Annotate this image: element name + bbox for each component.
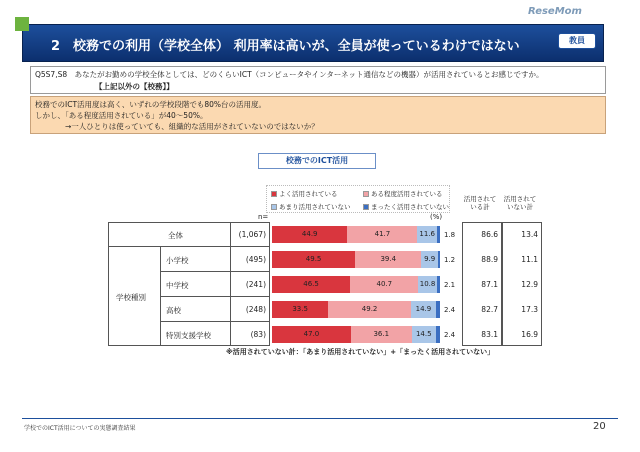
footnote: ※活用されていない計：「あまり活用されていない」+「まったく活用されていない」 bbox=[226, 348, 495, 356]
question-text: Q5S7,S8 あなたがお勤めの学校全体としては、どのくらいICT（コンピュータやインターネット通信などの機器）が活用されているとお感じですか。 bbox=[35, 70, 544, 79]
row-n-2: (241) bbox=[245, 280, 266, 289]
row-label-2: 中学校 bbox=[166, 281, 189, 290]
bar-2-series-0: 46.5 bbox=[272, 276, 350, 293]
col-head-unused: 活用されていない計 bbox=[503, 195, 537, 211]
legend-label-0: よく活用されている bbox=[279, 190, 338, 198]
bar-4-series-2: 14.5 bbox=[412, 326, 436, 343]
footer-text: 学校でのICT活用についての実態調査結果 bbox=[24, 425, 136, 432]
bar-4-series-1: 36.1 bbox=[351, 326, 412, 343]
audience-tag: 教員 bbox=[558, 33, 596, 49]
row-label-4: 特別支援学校 bbox=[166, 331, 211, 340]
n-divider bbox=[230, 222, 231, 346]
page-number: 20 bbox=[593, 421, 606, 432]
bar-1-series-2: 9.9 bbox=[421, 251, 438, 268]
bar-3-series-3 bbox=[436, 301, 440, 318]
bar-3-series-0: 33.5 bbox=[272, 301, 328, 318]
slide-title: 2 校務での利用（学校全体） 利用率は高いが、全員が使っているわけではない bbox=[51, 39, 520, 54]
chart-legend bbox=[266, 185, 450, 213]
chart-title: 校務でのICT活用 bbox=[258, 153, 376, 169]
title-accent-square bbox=[15, 17, 29, 31]
legend-swatch-2 bbox=[271, 204, 277, 210]
used-total-0: 86.6 bbox=[481, 230, 498, 239]
bar-2-series-1: 40.7 bbox=[350, 276, 418, 293]
legend-swatch-1 bbox=[363, 191, 369, 197]
bar-0-series-3 bbox=[437, 226, 440, 243]
row-label-3: 高校 bbox=[166, 306, 181, 315]
bar-1-series-3 bbox=[438, 251, 440, 268]
row-n-1: (495) bbox=[245, 255, 266, 264]
bar-2-series-3 bbox=[437, 276, 441, 293]
summary-box bbox=[30, 96, 606, 134]
bar-4-series-0: 47.0 bbox=[272, 326, 351, 343]
footer-divider bbox=[22, 418, 618, 419]
col-head-used: 活用されている計 bbox=[463, 195, 497, 211]
bar-3-series-2: 14.9 bbox=[411, 301, 436, 318]
bar-2-series-2: 10.8 bbox=[418, 276, 436, 293]
bar-0-series-1: 41.7 bbox=[347, 226, 417, 243]
row-n-4: (83) bbox=[250, 330, 266, 339]
unused-total-4: 16.9 bbox=[521, 330, 538, 339]
used-total-2: 87.1 bbox=[481, 280, 498, 289]
group-label: 学校種別 bbox=[116, 293, 146, 302]
summary-line-2: しかし、「ある程度活用されている」が40～50%。 bbox=[35, 111, 208, 120]
question-box bbox=[30, 66, 606, 94]
bar-1-outside-label: 1.2 bbox=[444, 256, 456, 264]
summary-line-1: 校務でのICT活用度は高く、いずれの学校段階でも80%台の活用度。 bbox=[35, 100, 267, 109]
legend-item-3 bbox=[363, 202, 449, 211]
legend-swatch-0 bbox=[271, 191, 277, 197]
bar-3-outside-label: 2.4 bbox=[444, 306, 456, 314]
legend-item-2 bbox=[271, 202, 351, 211]
logo: ReseMom bbox=[528, 6, 582, 17]
row-divider-0 bbox=[108, 246, 270, 247]
percent-unit-label: (%) bbox=[430, 213, 443, 221]
summary-line-3: →一人ひとりは使っていても、組織的な活用がされていないのではないか？ bbox=[65, 122, 319, 131]
bar-3-series-1: 49.2 bbox=[328, 301, 411, 318]
legend-item-0 bbox=[271, 189, 338, 198]
unused-total-column bbox=[502, 222, 542, 346]
slide-title-bar bbox=[22, 24, 604, 62]
used-total-4: 83.1 bbox=[481, 330, 498, 339]
bar-0-series-2: 11.6 bbox=[417, 226, 436, 243]
unused-total-1: 11.1 bbox=[521, 255, 538, 264]
legend-label-3: まったく活用されていない bbox=[371, 203, 449, 211]
used-total-column bbox=[462, 222, 502, 346]
unused-total-0: 13.4 bbox=[521, 230, 538, 239]
legend-swatch-3 bbox=[363, 204, 369, 210]
row-divider-2 bbox=[160, 296, 270, 297]
bar-4-series-3 bbox=[436, 326, 440, 343]
question-scope: 【上記以外の【校務】】 bbox=[95, 82, 174, 91]
unused-total-2: 12.9 bbox=[521, 280, 538, 289]
row-label-1: 小学校 bbox=[166, 256, 189, 265]
legend-label-1: ある程度活用されている bbox=[371, 190, 443, 198]
bar-4-outside-label: 2.4 bbox=[444, 331, 456, 339]
used-total-1: 88.9 bbox=[481, 255, 498, 264]
row-divider-3 bbox=[160, 321, 270, 322]
legend-item-1 bbox=[363, 189, 443, 198]
row-n-3: (248) bbox=[245, 305, 266, 314]
row-label-0: 全体 bbox=[168, 231, 183, 240]
unused-total-3: 17.3 bbox=[521, 305, 538, 314]
bar-2-outside-label: 2.1 bbox=[444, 281, 456, 289]
bar-0-outside-label: 1.8 bbox=[444, 231, 456, 239]
bar-1-series-1: 39.4 bbox=[355, 251, 421, 268]
row-n-0: (1,067) bbox=[238, 230, 266, 239]
n-label: n= bbox=[258, 213, 269, 221]
used-total-3: 82.7 bbox=[481, 305, 498, 314]
bar-1-series-0: 49.5 bbox=[272, 251, 355, 268]
bar-0-series-0: 44.9 bbox=[272, 226, 347, 243]
row-divider-1 bbox=[160, 271, 270, 272]
legend-label-2: あまり活用されていない bbox=[279, 203, 351, 211]
